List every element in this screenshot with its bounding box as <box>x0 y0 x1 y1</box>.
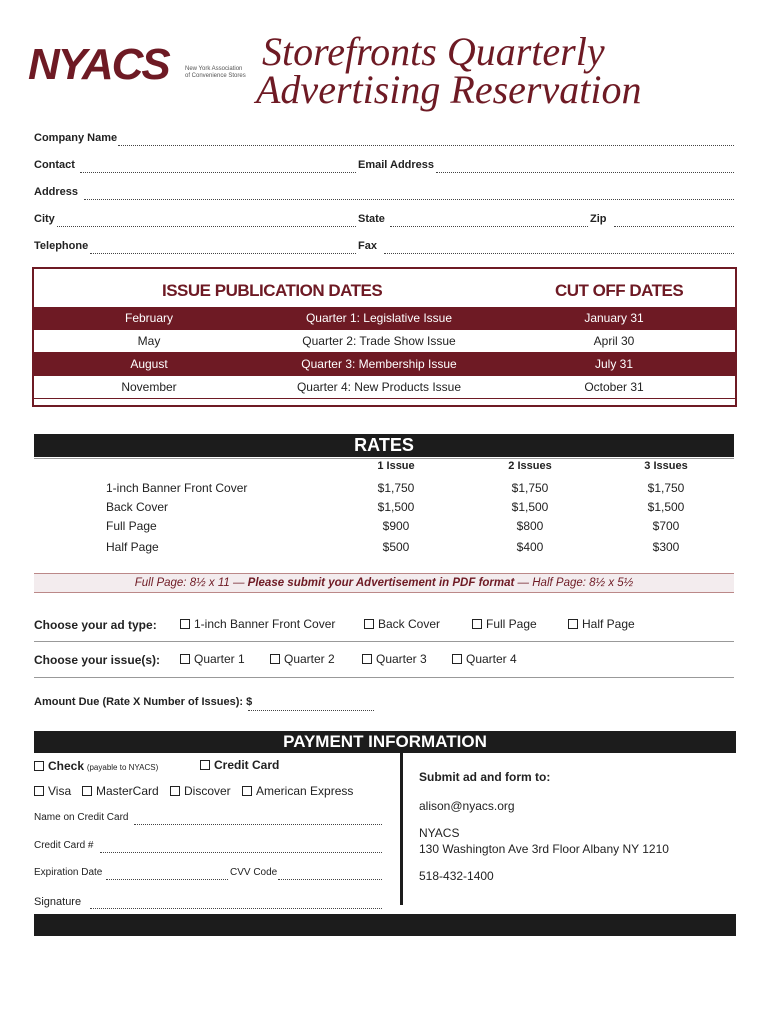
checkbox-icon[interactable] <box>568 619 578 629</box>
cutoff-date: April 30 <box>593 334 635 348</box>
submit-email[interactable]: alison@nyacs.org <box>419 799 515 813</box>
card-mastercard-option[interactable] <box>82 784 159 798</box>
option-label: 1-inch Banner Front Cover <box>194 617 336 631</box>
rate-value: $400 <box>516 540 544 554</box>
dates-table <box>32 267 737 407</box>
issue-month: August <box>130 357 168 371</box>
rate-label: Full Page <box>106 519 157 533</box>
cvv-label: CVV Code <box>230 867 278 878</box>
logo-text: NYACS <box>28 40 169 89</box>
format-note-suffix: — Half Page: 8½ x 5½ <box>514 577 634 589</box>
city-label: City <box>34 213 55 225</box>
expiration-field[interactable] <box>106 879 228 880</box>
cvv-field[interactable] <box>278 879 382 880</box>
card-discover-option[interactable] <box>170 784 231 798</box>
ad-type-banner-option[interactable] <box>180 617 335 631</box>
dates-row <box>34 353 735 375</box>
rate-value: $700 <box>652 519 680 533</box>
cutoff-date: July 31 <box>594 357 634 371</box>
issue-q3-option[interactable] <box>362 652 427 666</box>
rate-value: $1,750 <box>377 481 415 495</box>
zip-label: Zip <box>590 213 607 225</box>
option-label: American Express <box>256 784 354 798</box>
rate-value: $1,750 <box>647 481 685 495</box>
page-title-line2: Advertising Reservation <box>256 67 642 112</box>
option-label: Back Cover <box>378 617 441 631</box>
check-note: (payable to NYACS) <box>86 763 159 772</box>
option-label: Visa <box>48 784 72 798</box>
issue-month: May <box>137 334 161 348</box>
zip-field[interactable] <box>614 226 734 227</box>
email-field[interactable] <box>436 172 734 173</box>
checkbox-icon[interactable] <box>452 654 462 664</box>
expiration-label: Expiration Date <box>34 867 103 878</box>
rates-header: RATES <box>34 434 734 457</box>
rate-value: $1,750 <box>511 481 549 495</box>
payment-divider <box>400 753 403 905</box>
option-label: Quarter 4 <box>466 652 517 666</box>
checkbox-icon[interactable] <box>34 761 44 771</box>
option-label: Discover <box>184 784 231 798</box>
submit-label: Submit ad and form to: <box>419 770 551 784</box>
checkbox-icon[interactable] <box>472 619 482 629</box>
logo-subtitle-2: of Convenience Stores <box>185 73 246 79</box>
rate-label: 1-inch Banner Front Cover <box>106 481 248 495</box>
company-name-label: Company Name <box>34 132 118 144</box>
rate-value: $1,500 <box>511 500 549 514</box>
rates-col-3: 3 Issues <box>644 460 688 472</box>
state-field[interactable] <box>390 226 588 227</box>
amount-due-field[interactable] <box>248 710 374 711</box>
option-label: Half Page <box>582 617 635 631</box>
checkbox-icon[interactable] <box>82 786 92 796</box>
fax-label: Fax <box>358 240 377 252</box>
option-label: Full Page <box>486 617 537 631</box>
checkbox-icon[interactable] <box>170 786 180 796</box>
page-title-line1: Storefronts Quarterly <box>262 29 605 74</box>
rate-value: $900 <box>382 519 410 533</box>
email-label: Email Address <box>358 159 435 171</box>
rate-value: $1,500 <box>377 500 415 514</box>
contact-label: Contact <box>34 159 75 171</box>
cutoff-dates-header: CUT OFF DATES <box>555 281 684 300</box>
ad-type-full-page-option[interactable] <box>472 617 537 631</box>
card-amex-option[interactable] <box>242 784 353 798</box>
checkbox-icon[interactable] <box>200 760 210 770</box>
format-note-bold: Please submit your Advertisement in PDF format <box>247 577 515 589</box>
dates-row <box>34 329 735 353</box>
format-note-prefix: Full Page: 8½ x 11 — <box>134 577 248 589</box>
issue-q2-option[interactable] <box>270 652 335 666</box>
submit-address: 130 Washington Ave 3rd Floor Albany NY 1210 <box>419 842 669 856</box>
dates-row <box>34 375 735 399</box>
ad-type-back-cover-option[interactable] <box>364 617 440 631</box>
checkbox-icon[interactable] <box>242 786 252 796</box>
logo <box>28 40 248 100</box>
ad-type-label: Choose your ad type: <box>34 618 157 632</box>
check-option[interactable] <box>34 759 158 773</box>
option-label: Quarter 3 <box>376 652 427 666</box>
card-visa-option[interactable] <box>34 784 71 798</box>
issue-month: February <box>124 311 174 325</box>
cutoff-date: January 31 <box>584 311 644 325</box>
contact-field[interactable] <box>80 172 356 173</box>
footer-bar <box>34 914 736 936</box>
address-label: Address <box>34 186 79 198</box>
rate-label: Back Cover <box>106 500 169 514</box>
checkbox-icon[interactable] <box>270 654 280 664</box>
submit-phone: 518-432-1400 <box>419 869 494 883</box>
rate-value: $300 <box>652 540 680 554</box>
issue-month: November <box>121 380 177 394</box>
issue-quarter: Quarter 4: New Products Issue <box>296 380 462 394</box>
telephone-label: Telephone <box>34 240 89 252</box>
dates-row <box>34 307 735 329</box>
rate-value: $800 <box>516 519 544 533</box>
payment-header: PAYMENT INFORMATION <box>34 731 736 753</box>
amount-due-label: Amount Due (Rate X Number of Issues): $ <box>34 696 253 708</box>
option-label: MasterCard <box>96 784 159 798</box>
rate-value: $1,500 <box>647 500 685 514</box>
card-number-field[interactable] <box>100 852 382 853</box>
checkbox-icon[interactable] <box>364 619 374 629</box>
submit-org: NYACS <box>419 826 460 840</box>
rates-col-2: 2 Issues <box>508 460 552 472</box>
credit-card-option[interactable] <box>200 758 279 772</box>
telephone-field[interactable] <box>90 253 356 254</box>
format-note <box>34 573 734 593</box>
logo-subtitle-1: New York Association <box>185 66 243 72</box>
rate-label: Half Page <box>106 540 159 554</box>
divider <box>34 677 734 678</box>
issue-q1-option[interactable] <box>180 652 245 666</box>
credit-card-label: Credit Card <box>214 758 280 772</box>
checkbox-icon[interactable] <box>180 654 190 664</box>
checkbox-icon[interactable] <box>180 619 190 629</box>
ad-type-half-page-option[interactable] <box>568 617 635 631</box>
name-on-card-field[interactable] <box>134 824 382 825</box>
address-field[interactable] <box>84 199 734 200</box>
rates-rule <box>34 458 734 459</box>
issue-quarter: Quarter 3: Membership Issue <box>301 357 457 371</box>
option-label: Quarter 2 <box>284 652 335 666</box>
signature-field[interactable] <box>90 908 382 909</box>
issue-label: Choose your issue(s): <box>34 653 161 667</box>
issue-quarter: Quarter 2: Trade Show Issue <box>302 334 456 348</box>
cutoff-date: October 31 <box>584 380 644 394</box>
issue-dates-header: ISSUE PUBLICATION DATES <box>162 281 383 300</box>
signature-label: Signature <box>34 896 82 908</box>
option-label: Quarter 1 <box>194 652 245 666</box>
company-name-field[interactable] <box>118 145 734 146</box>
rates-col-1: 1 Issue <box>377 460 415 472</box>
card-number-label: Credit Card # <box>34 840 94 851</box>
divider <box>34 641 734 642</box>
rate-value: $500 <box>382 540 410 554</box>
checkbox-icon[interactable] <box>362 654 372 664</box>
checkbox-icon[interactable] <box>34 786 44 796</box>
check-label: Check <box>48 759 85 773</box>
fax-field[interactable] <box>384 253 734 254</box>
name-on-card-label: Name on Credit Card <box>34 812 129 823</box>
issue-quarter: Quarter 1: Legislative Issue <box>305 311 453 325</box>
city-field[interactable] <box>57 226 356 227</box>
state-label: State <box>358 213 385 225</box>
issue-q4-option[interactable] <box>452 652 517 666</box>
